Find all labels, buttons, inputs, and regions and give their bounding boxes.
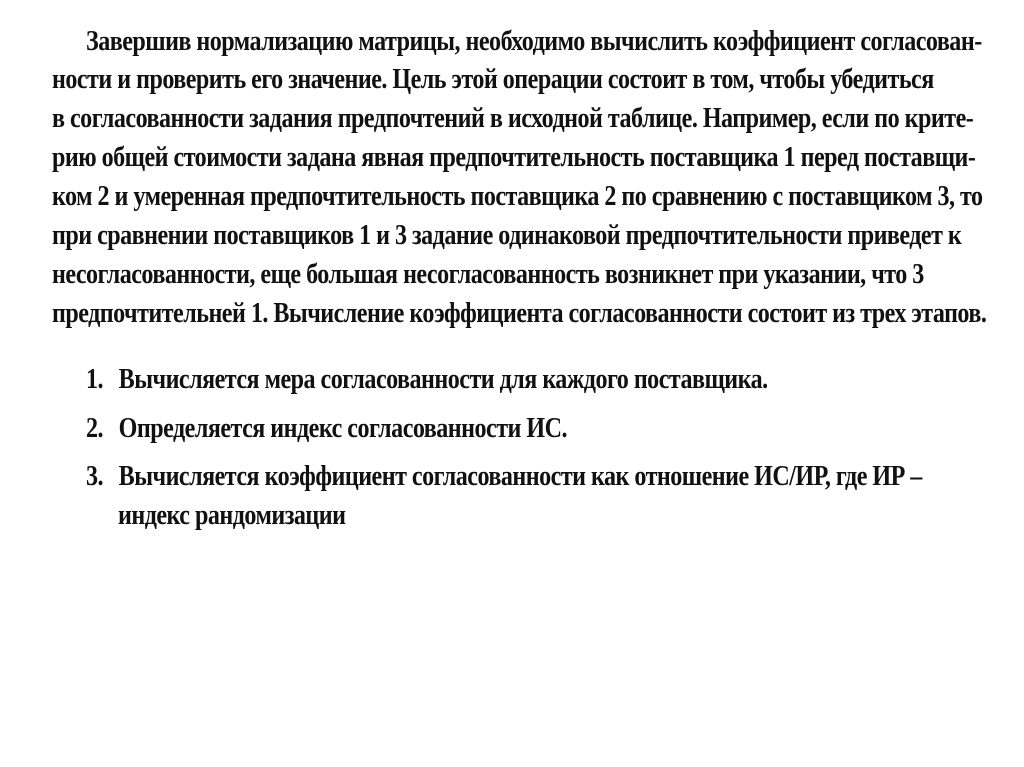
list-item-number: 2. [86, 413, 104, 444]
list-item-text: Вычисляется мера согласованности для каждого поставщика. [118, 364, 768, 395]
paragraph-line: предпочтительней 1. Вычисление коэффициента согласованности состоит из трех этапов. [52, 298, 987, 329]
paragraph-line: при сравнении поставщиков 1 и 3 задание одинаковой предпочтительности приведет к [52, 220, 962, 251]
paragraph-line: в согласованности задания предпочтений в исходной таблице. Например, если по крите- [52, 103, 974, 134]
paragraph-line: Завершив нормализацию матрицы, необходимо вычислить коэффициент согласован- [86, 26, 982, 57]
paragraph-line: рию общей стоимости задана явная предпочтительность поставщика 1 перед поставщи- [52, 142, 976, 173]
paragraph-line: несогласованности, еще большая несогласованность возникнет при указании, что 3 [52, 259, 924, 290]
list-item [86, 411, 567, 447]
list-item-number: 1. [86, 364, 104, 395]
list-item [86, 362, 768, 398]
list-item-text: Вычисляется коэффициент согласованности как отношение ИС/ИР, где ИР – [118, 461, 922, 492]
list-item-text: Определяется индекс согласованности ИС. [118, 413, 567, 444]
list-item-continuation: индекс рандомизации [118, 500, 346, 531]
paragraph-line: ности и проверить его значение. Цель этой операции состоит в том, чтобы убедиться [52, 64, 934, 95]
paragraph-line: ком 2 и умеренная предпочтительность поставщика 2 по сравнению с поставщиком 3, то [52, 181, 983, 212]
list-item-number: 3. [86, 461, 104, 492]
list-item [86, 459, 922, 495]
